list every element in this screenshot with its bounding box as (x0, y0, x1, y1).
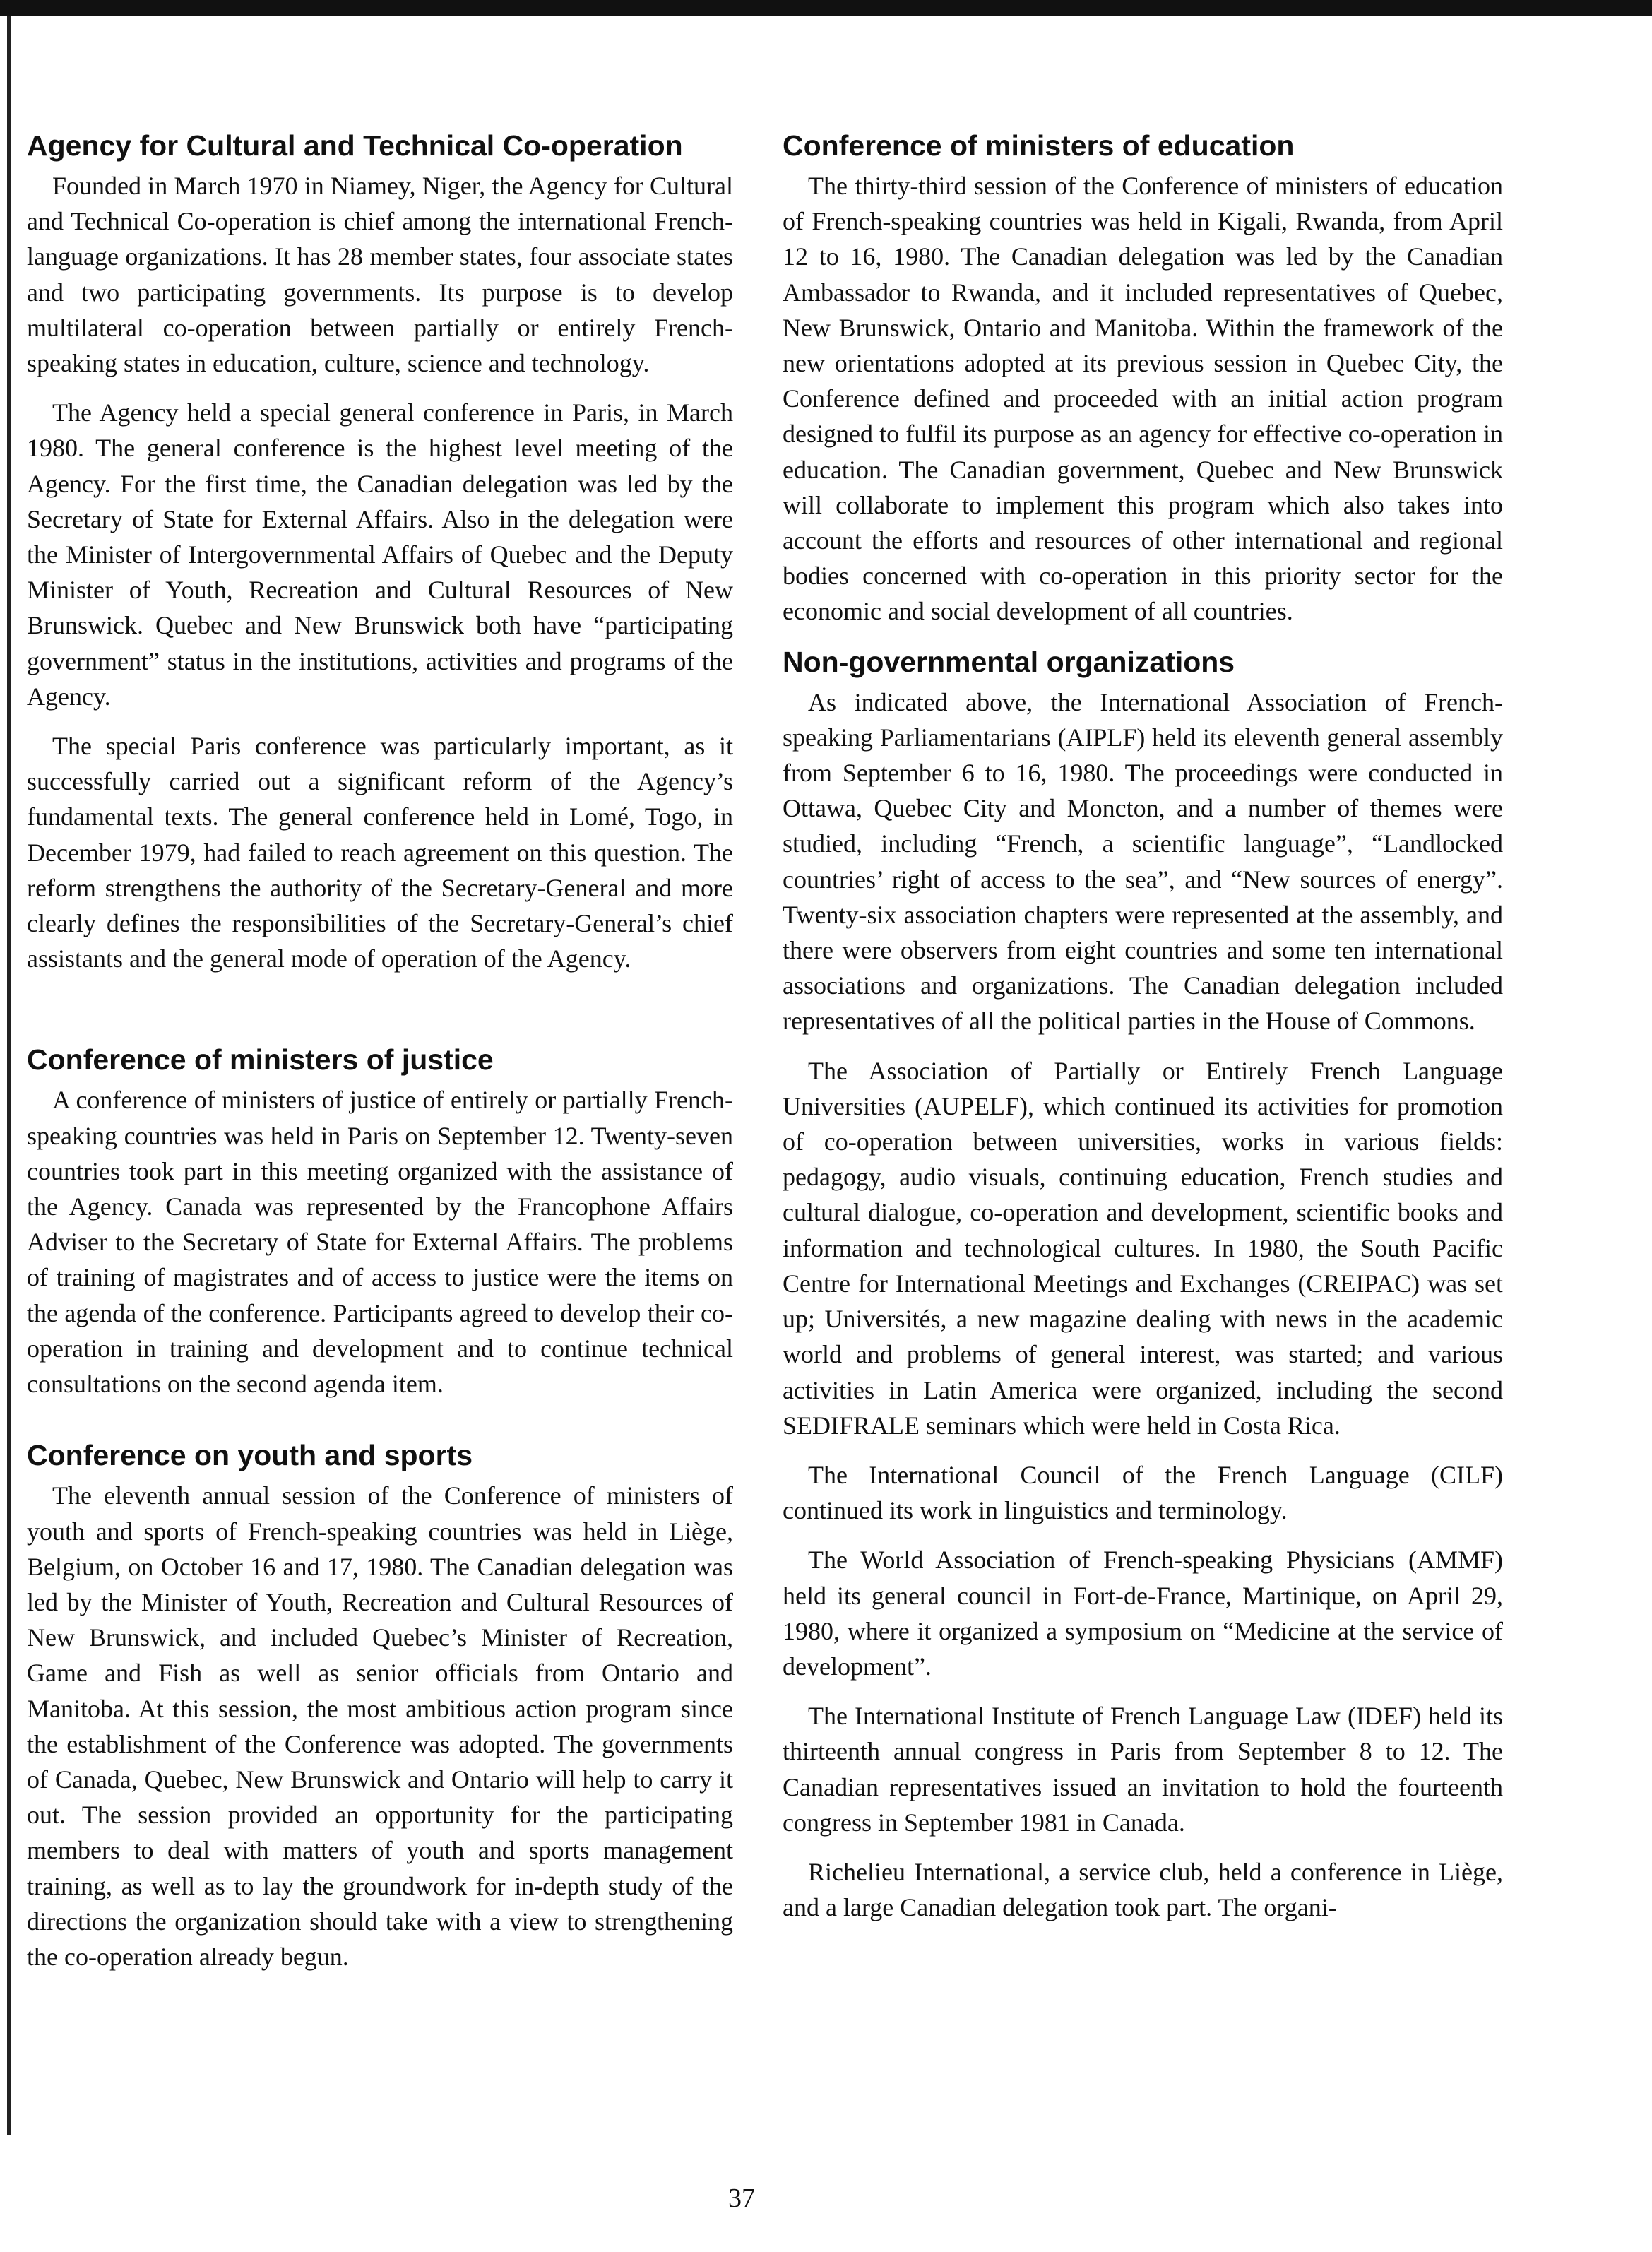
paragraph: The International Council of the French Language (CILF) continued its work in linguistics and terminology. (783, 1460, 1503, 1525)
paragraph: As indicated above, the International Association of French- speaking Parliamentarians (AIPLF) held its eleventh general assembly from September 6 to 16, 1980. The proceedings were conducted in Ottawa, Quebec City and Moncton, and a number of themes were studied, including “French, a scientific language”, “Landlocked countries’ right of access to the sea”, and “New sources of energy”. Twenty-six association chapters were represented at the assembly, and there were observers from eight countries and some ten international associations and organizations. The Canadian delegation included representatives of all the political parties in the House of Commons. (783, 687, 1503, 1036)
paragraph: Richelieu International, a service club, held a conference in Liège, and a large Canadian delegation took part. The organi- (783, 1857, 1503, 1922)
paragraph: A conference of ministers of justice of entirely or partially French-speaking countries was held in Paris on September 12. Twenty-seven countries took part in this meeting organized with the assistance of the Agency. Canada was represented by the Francophone Affairs Adviser to the Secretary of State for External Affairs. The problems of training of magistrates and of access to justice were the items on the agenda of the conference. Participants agreed to develop their co-operation in training and development and to continue technical consultations on the second agenda item. (27, 1086, 733, 1399)
section-agency (27, 127, 733, 976)
paragraph: The eleventh annual session of the Conference of ministers of youth and sports of French-speaking countries was held in Liège, Belgium, on October 16 and 17, 1980. The Canadian delegation was led by the Minister of Youth, Recreation and Cultural Resources of New Brunswick, and included Quebec’s Minister of Recreation, Game and Fish as well as senior officials from Ontario and Manitoba. At this session, the most ambitious action program since the establishment of the Conference was adopted. The governments of Canada, Quebec, New Brunswick and Ontario will help to carry it out. The session provided an opportunity for the participating members to deal with matters of youth and sports management training, as well as to lay the groundwork for in-depth study of the directions the organization should take with a view to strengthening the co-operation already begun. (27, 1481, 733, 1971)
paragraph: The World Association of French-speaking Physicians (AMMF) held its general council in Fort-de-France, Martinique, on April 29, 1980, where it organized a symposium on “Medicine at the service of development”. (783, 1546, 1503, 1681)
paragraph: The special Paris conference was particularly important, as it successfully carried out a significant reform of the Agency’s fundamental texts. The general conference held in Lomé, Togo, in December 1979, had failed to reach agreement on this question. The reform strengthens the authority of the Secretary-General and more clearly defines the responsibilities of the Secretary-General’s chief assistants and the general mode of operation of the Agency. (27, 732, 733, 973)
section-justice (27, 1041, 733, 1401)
page-number: 37 (728, 2183, 755, 2213)
section-heading: Conference on youth and sports (27, 1439, 473, 1472)
paragraph: The thirty-third session of the Conference of ministers of education of French-speaking countries was held in Kigali, Rwanda, from April 12 to 16, 1980. The Canadian delegation was led by the Canadian Ambassador to Rwanda, and it included representatives of Quebec, New Brunswick, Ontario and Manitoba. Within the framework of the new orientations adopted at its previous session in Quebec City, the Conference defined and proceeded with an initial action program designed to fulfil its purpose as an agency for effective co-operation in education. The Canadian government, Quebec and New Brunswick will collaborate to implement this program which also takes into account the efforts and resources of other international and regional bodies concerned with co-operation in this priority sector for the economic and social development of all countries. (783, 172, 1503, 626)
paragraph: The Agency held a special general conference in Paris, in March 1980. The general conference is the highest level meeting of the Agency. For the first time, the Canadian delegation was led by the Secretary of State for External Affairs. Also in the delegation were the Minister of Intergovernmental Affairs of Quebec and the Deputy Minister of Youth, Recreation and Cultural Resources of New Brunswick. Quebec and New Brunswick both have “participating government” status in the institutions, activities and programs of the Agency. (27, 398, 733, 711)
section-heading: Conference of ministers of education (783, 129, 1295, 162)
paragraph: Founded in March 1970 in Niamey, Niger, the Agency for Cultural and Technical Co-operation is chief among the international French-language organizations. It has 28 member states, four associate states and two participating governments. Its purpose is to develop multilateral co-operation between partially or entirely French-speaking states in education, culture, science and technology. (27, 172, 733, 378)
section-heading: Conference of ministers of justice (27, 1043, 494, 1077)
section-ngo (783, 644, 1503, 1926)
section-heading: Non-governmental organizations (783, 645, 1235, 678)
scan-left-border (7, 16, 11, 2135)
paragraph: The Association of Partially or Entirely French Language Universities (AUPELF), which continued its activities for promotion of co-operation between universities, works in various fields: pedagogy, audio visuals, continuing education, French studies and cultural dialogue, co-operation and development, scientific books and information and technological cultures. In 1980, the South Pacific Centre for International Meetings and Exchanges (CREIPAC) was set up; Universités, a new magazine dealing with news in the academic world and problems of general interest, was started; and various activities in Latin America were organized, including the second SEDIFRALE seminars which were held in Costa Rica. (783, 1056, 1503, 1440)
right-column (783, 127, 1503, 1939)
scan-top-border (0, 0, 1652, 16)
section-youth (27, 1437, 733, 1974)
left-column (27, 127, 733, 1989)
section-education (783, 127, 1503, 629)
paragraph: The International Institute of French Language Law (IDEF) held its thirteenth annual congress in Paris from September 8 to 12. The Canadian representatives issued an invitation to hold the fourteenth congress in September 1981 in Canada. (783, 1702, 1503, 1837)
section-heading: Agency for Cultural and Technical Co-operation (27, 129, 683, 162)
